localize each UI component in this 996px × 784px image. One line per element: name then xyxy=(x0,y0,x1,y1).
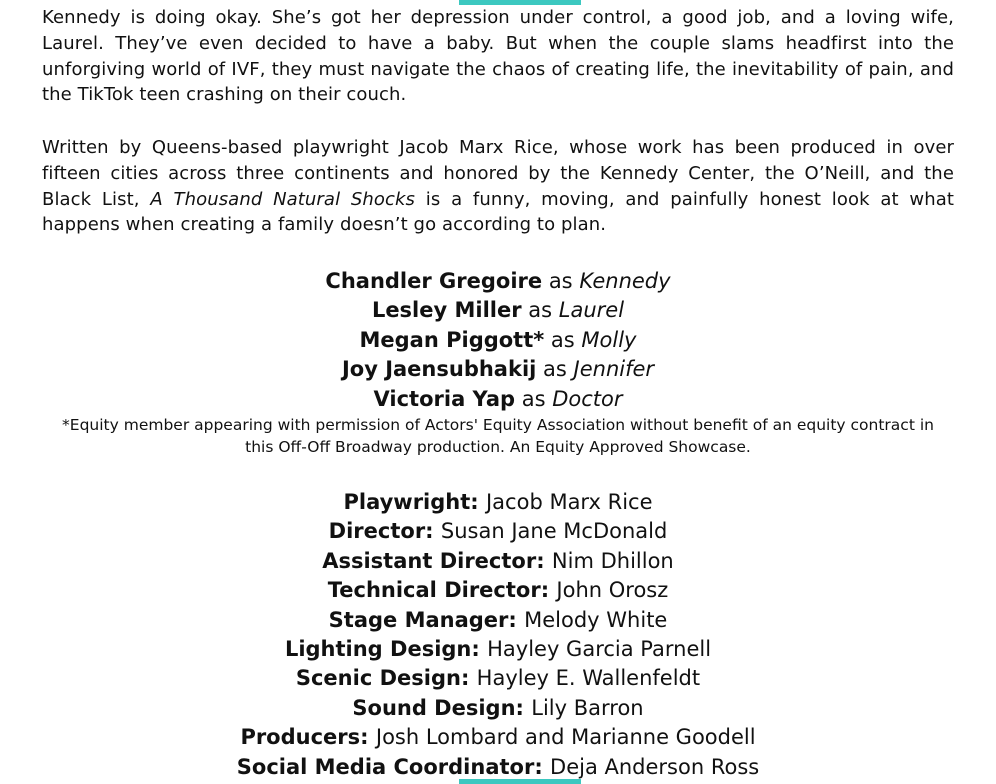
credit-role: Lighting Design xyxy=(284,637,472,662)
credit-role: Playwright xyxy=(343,490,471,514)
credit-role: Scenic Design xyxy=(295,666,461,691)
equity-disclaimer: *Equity member appearing with permission of Actors' Equity Association without benefit of an equity contract in this Off-Off Broadway production. An Equity Approved Showcase. xyxy=(62,416,934,456)
accent-bar-bottom xyxy=(459,779,581,784)
credit-role: Producers xyxy=(240,725,361,750)
credit-role: Sound Design xyxy=(352,695,516,720)
as-word: as xyxy=(544,327,582,352)
credit-name: Hayley E. Wallenfeldt xyxy=(476,666,701,691)
character-name: Kennedy xyxy=(579,269,671,293)
character-name: Laurel xyxy=(558,298,625,323)
crew-item xyxy=(0,753,996,782)
cast-item xyxy=(0,267,996,296)
credit-role: Director xyxy=(328,519,426,544)
as-word: as xyxy=(542,269,580,293)
credit-separator: : xyxy=(470,490,486,514)
bio-text-end: is a funny, moving, and painfully honest look at what happens when creating a family doesn’t go according to plan. xyxy=(42,188,955,236)
play-title: A Thousand Natural Shocks xyxy=(150,188,416,210)
cast-item xyxy=(0,296,996,325)
credit-name: Hayley Garcia Parnell xyxy=(487,637,712,662)
credit-separator: : xyxy=(536,548,552,573)
crew-item xyxy=(0,547,996,576)
crew-item xyxy=(0,635,996,664)
crew-item xyxy=(0,664,996,693)
credit-separator: : xyxy=(360,725,376,750)
credit-name: Lily Barron xyxy=(531,695,644,720)
credit-role: Social Media Coordinator xyxy=(236,754,535,779)
credit-name: Deja Anderson Ross xyxy=(550,754,760,779)
credit-name: Melody White xyxy=(524,607,668,632)
actor-name: Victoria Yap xyxy=(373,386,516,411)
cast-list xyxy=(0,267,996,414)
crew-item xyxy=(0,606,996,635)
as-word: as xyxy=(536,357,574,382)
synopsis-paragraph xyxy=(42,5,954,108)
crew-item xyxy=(0,694,996,723)
actor-name: Joy Jaensubhakij xyxy=(341,357,537,382)
credit-role: Stage Manager xyxy=(328,607,509,632)
credit-name: Josh Lombard and Marianne Goodell xyxy=(375,725,756,750)
crew-list xyxy=(0,488,996,782)
cast-item xyxy=(0,355,996,384)
crew-item xyxy=(0,488,996,517)
credit-role: Assistant Director xyxy=(322,548,537,573)
crew-item xyxy=(0,576,996,605)
crew-item xyxy=(0,723,996,752)
actor-name: Lesley Miller xyxy=(371,298,522,323)
character-name: Jennifer xyxy=(573,357,655,382)
credit-name: John Orosz xyxy=(556,578,669,603)
credit-separator: : xyxy=(425,519,441,544)
cast-item xyxy=(0,326,996,355)
credit-separator: : xyxy=(460,666,477,691)
credit-separator: : xyxy=(508,607,525,632)
as-word: as xyxy=(515,386,553,411)
character-name: Doctor xyxy=(552,386,623,411)
credit-name: Jacob Marx Rice xyxy=(485,490,653,514)
playwright-bio-paragraph xyxy=(42,135,954,238)
credit-role: Technical Director xyxy=(327,578,541,603)
actor-name: Megan Piggott* xyxy=(359,327,545,352)
cast-item xyxy=(0,385,996,414)
credit-separator: : xyxy=(540,578,557,603)
credit-name: Nim Dhillon xyxy=(551,548,674,573)
actor-name: Chandler Gregoire xyxy=(325,269,543,293)
as-word: as xyxy=(521,298,559,323)
bio-text-start: Written by Queens-based playwright Jacob Marx Rice, whose work has been produced in over fifteen cities across three continents and honored by the Kennedy Center, the O’Neill, and the Black List, xyxy=(42,137,954,210)
credit-separator: : xyxy=(471,637,488,662)
credit-name: Susan Jane McDonald xyxy=(440,519,668,544)
credit-separator: : xyxy=(534,754,551,779)
crew-item xyxy=(0,517,996,546)
credit-separator: : xyxy=(515,695,532,720)
synopsis-text: Kennedy is doing okay. She’s got her depression under control, a good job, and a loving wife, Laurel. They’ve even decided to have a baby. But when the couple slams headfirst into the unforgiving world of IVF, they must navigate the chaos of creating life, the inevitability of pain, and the TikTok teen crashing on their couch. xyxy=(42,7,954,106)
character-name: Molly xyxy=(581,327,637,352)
